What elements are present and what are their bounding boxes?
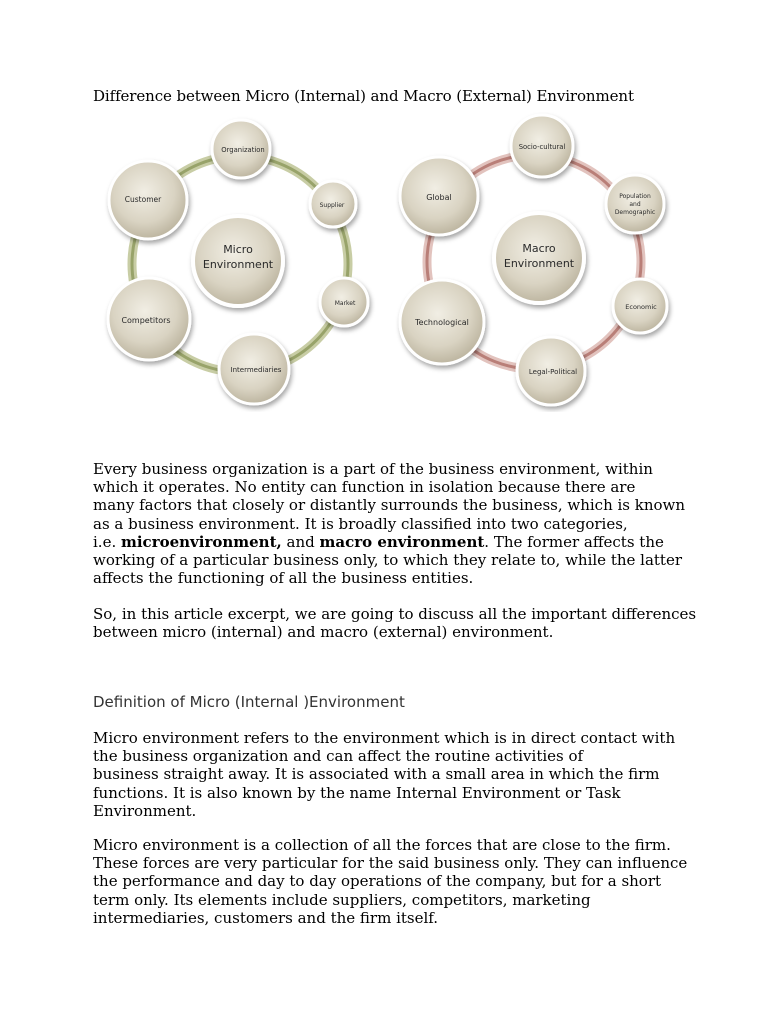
text-line: intermediaries, customers and the firm itself. [93,908,439,927]
population-label-line1: Population [619,193,651,200]
text-line: So, in this article excerpt, we are going to discuss all the important differences [93,605,697,623]
text-run: i.e. [93,532,121,551]
population-label-line3: Demographic [614,209,656,216]
intermediaries-label: Intermediaries [230,366,282,374]
organization-label: Organization [221,146,265,154]
text-line: term only. Its elements include suppliers, competitors, marketing [93,890,591,909]
competitors-label: Competitors [121,316,171,325]
text-line: Micro environment is a collection of all the forces that are close to the firm. [93,836,671,854]
macro-center-line1: Macro [522,242,556,255]
definition-paragraph [93,729,693,820]
micro-environment-diagram [108,120,368,404]
text-line: the performance and day to day operations of the company, but for a short [93,872,662,891]
intro-paragraph [93,460,693,587]
document-title: Difference between Micro (Internal) and Macro (External) Environment [93,87,634,105]
global-label: Global [426,193,452,202]
micro-center-line1: Micro [223,243,253,256]
text-line: affects the functioning of all the business entities. [93,569,474,588]
technological-label: Technological [415,318,469,327]
population-label-line2: and [629,201,641,208]
text-line: Micro environment refers to the environment which is in direct contact with [93,729,676,747]
text-line [93,533,693,551]
text-line: between micro (internal) and macro (external) environment. [93,623,554,642]
socio-cultural-label: Socio-cultural [518,143,566,151]
article-paragraph [93,605,697,642]
customer-label: Customer [124,195,162,204]
text-line: Environment. [93,801,197,820]
economic-label: Economic [625,303,657,311]
market-label: Market [334,300,356,307]
text-line: Every business organization is a part of the business environment, within [93,460,653,478]
text-line: the business organization and can affect the routine activities of [93,747,584,766]
supplier-label: Supplier [319,202,345,209]
text-run: . The former affects the [484,532,664,551]
text-line: business straight away. It is associated with a small area in which the firm [93,765,660,784]
text-line: many factors that closely or distantly surrounds the business, which is known [93,496,686,515]
microenvironment-term: microenvironment, [120,532,282,551]
text-line: functions. It is also known by the name Internal Environment or Task [93,783,621,802]
macro-environment-diagram [400,115,667,405]
text-line: as a business environment. It is broadly classified into two categories, [93,514,628,533]
environment-diagrams [96,112,676,412]
legal-political-label: Legal-Political [528,368,578,376]
definition-heading: Definition of Micro (Internal )Environment [93,693,405,711]
text-line: which it operates. No entity can function in isolation because there are [93,478,636,497]
collection-paragraph [93,836,693,927]
macro-center-line2: Environment [503,257,575,270]
text-line: These forces are very particular for the said business only. They can influence [93,854,688,873]
text-line: working of a particular business only, to which they relate to, while the latter [93,551,682,570]
macro-environment-term: macro environment [319,532,485,551]
text-run: and [281,532,320,551]
micro-center-line2: Environment [202,258,274,271]
